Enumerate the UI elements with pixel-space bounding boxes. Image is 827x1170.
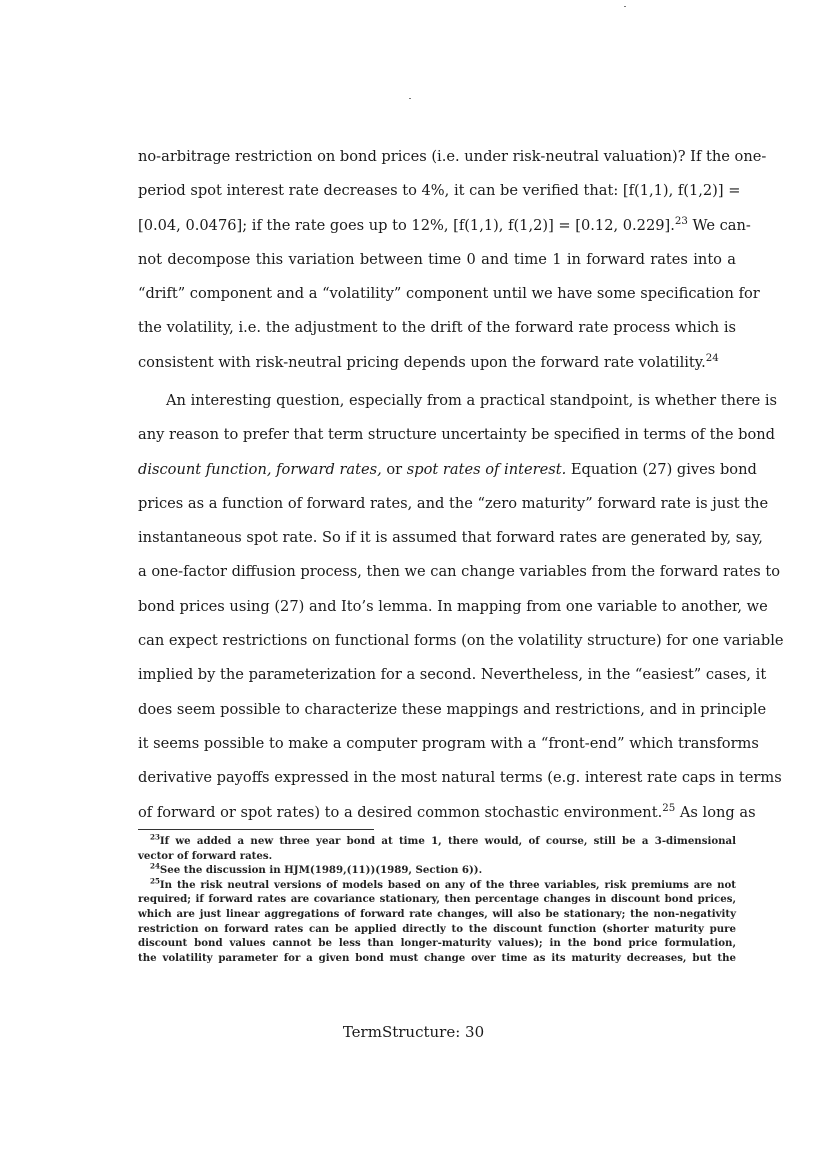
paragraph-2 bbox=[138, 384, 784, 830]
footnote-text: See the discussion in HJM(1989,(11))(1989, Section 6)). bbox=[159, 864, 483, 877]
text-line: bond prices using (27) and Ito’s lemma. In mapping from one variable to another, we bbox=[138, 597, 768, 615]
text-line: a one-factor diffusion process, then we can change variables from the forward rates to bbox=[138, 563, 780, 581]
footnote-25 bbox=[138, 878, 736, 893]
footnote-25-cont: discount bond values cannot be less than longer-maturity values); in the bond price formulation, bbox=[138, 937, 736, 950]
scan-speck bbox=[624, 6, 626, 7]
footnote-ref-24: 24 bbox=[705, 352, 719, 364]
footnotes bbox=[138, 834, 736, 965]
text-segment: Equation (27) gives bond bbox=[566, 460, 757, 478]
text-line bbox=[138, 453, 757, 487]
footnote-24 bbox=[138, 863, 736, 878]
paragraph-1 bbox=[138, 140, 767, 380]
text-line: can expect restrictions on functional forms (on the volatility structure) for one variable bbox=[138, 632, 784, 650]
text-segment: consistent with risk-neutral pricing depends upon the forward rate volatility. bbox=[138, 353, 706, 371]
text-line: “drift” component and a “volatility” component until we have some specification for bbox=[138, 285, 760, 303]
text-line: implied by the parameterization for a second. Nevertheless, in the “easiest” cases, it bbox=[138, 666, 767, 684]
scan-speck bbox=[409, 98, 411, 99]
text-line: derivative payoffs expressed in the most natural terms (e.g. interest rate caps in terms bbox=[138, 769, 782, 787]
footnote-mark: 24 bbox=[150, 861, 160, 871]
emphasis-text: spot rates of interest. bbox=[406, 460, 567, 478]
text-segment: As long as bbox=[675, 803, 756, 821]
text-line: instantaneous spot rate. So if it is assumed that forward rates are generated by, say, bbox=[138, 529, 763, 547]
footnote-23-cont: vector of forward rates. bbox=[138, 849, 273, 862]
text-line: any reason to prefer that term structure uncertainty be specified in terms of the bond bbox=[138, 426, 775, 444]
footnote-mark: 23 bbox=[150, 832, 160, 842]
text-segment: or bbox=[381, 460, 407, 478]
text-segment: We can- bbox=[687, 216, 751, 234]
text-line: period spot interest rate decreases to 4%, it can be verified that: [f(1,1), f(1,2)] = bbox=[138, 182, 741, 200]
page-footer: TermStructure: 30 bbox=[342, 1023, 485, 1041]
footnote-ref-23: 23 bbox=[674, 215, 688, 227]
footnote-text: If we added a new three year bond at time 1, there would, of course, still be a 3-dimensional bbox=[159, 835, 736, 847]
footnote-25-cont: restriction on forward rates can be applied directly to the discount function (shorter maturity pure bbox=[138, 922, 736, 935]
text-line: prices as a function of forward rates, and the “zero maturity” forward rate is just the bbox=[138, 494, 769, 512]
text-line bbox=[138, 209, 751, 243]
footnote-25-cont: required; if forward rates are covariance stationary, then percentage changes in discount bond prices, bbox=[138, 893, 736, 906]
footnote-mark: 25 bbox=[150, 876, 160, 886]
emphasis-text: discount function, forward rates, bbox=[138, 460, 382, 478]
footnote-ref-25: 25 bbox=[662, 802, 676, 814]
text-segment: of forward or spot rates) to a desired common stochastic environment. bbox=[138, 803, 663, 821]
text-segment: [0.04, 0.0476]; if the rate goes up to 12%, [f(1,1), f(1,2)] = [0.12, 0.229]. bbox=[138, 216, 675, 234]
text-line: does seem possible to characterize these mappings and restrictions, and in principle bbox=[138, 700, 767, 718]
footnote-25-cont: the volatility parameter for a given bond must change over time as its maturity decreases, but the bbox=[138, 951, 736, 964]
footnote-23 bbox=[138, 834, 736, 849]
text-line bbox=[138, 796, 756, 830]
text-line: it seems possible to make a computer program with a “front-end” which transforms bbox=[138, 734, 759, 752]
text-line: no-arbitrage restriction on bond prices (i.e. under risk-neutral valuation)? If the one- bbox=[138, 148, 767, 165]
text-line: not decompose this variation between time 0 and time 1 in forward rates into a bbox=[138, 250, 736, 268]
footnote-divider bbox=[138, 829, 374, 830]
footnote-text: In the risk neutral versions of models based on any of the three variables, risk premiums are not bbox=[159, 878, 736, 891]
text-line bbox=[138, 346, 736, 380]
footnote-25-cont: which are just linear aggregations of forward rate changes, will also be stationary; the non-negativity bbox=[138, 907, 736, 920]
text-line: the volatility, i.e. the adjustment to the drift of the forward rate process which is bbox=[138, 319, 736, 337]
text-line: An interesting question, especially from a practical standpoint, is whether there is bbox=[166, 392, 778, 409]
